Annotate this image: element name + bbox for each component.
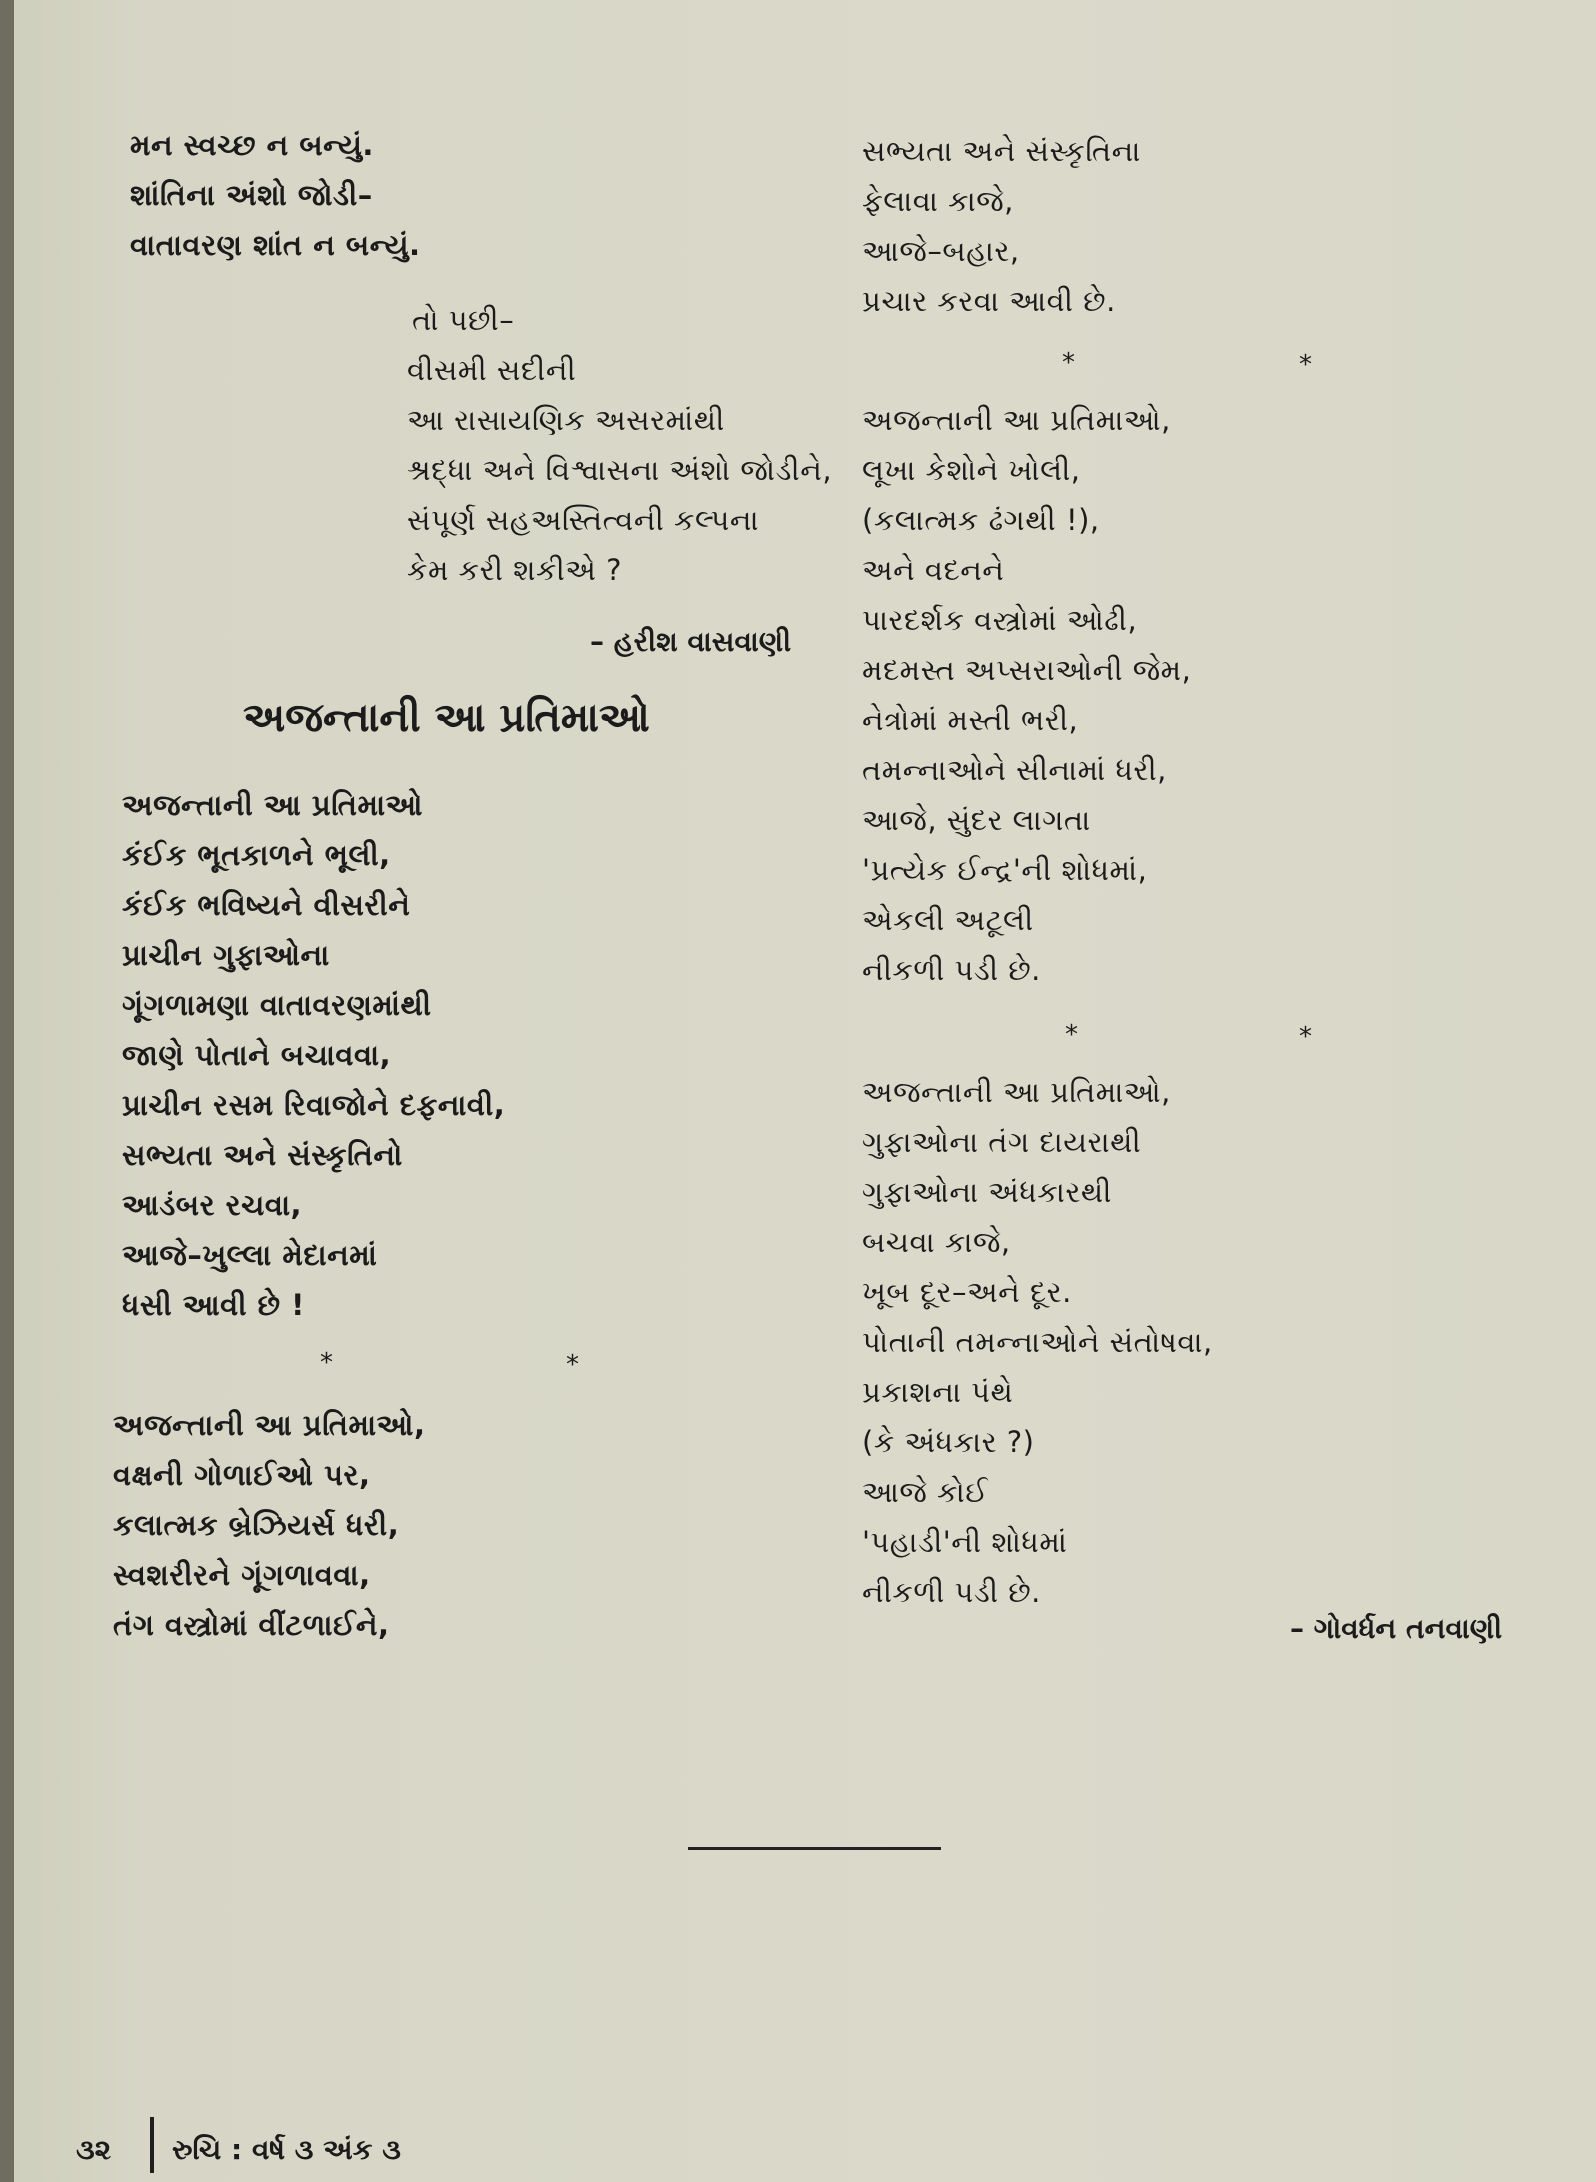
left-indented-line: આ રાસાયણિક અસરમાંથી xyxy=(407,403,725,437)
left-indented-line: તો પછી– xyxy=(412,303,515,337)
right-stanza-two-line: (કલાત્મક ઢંગથી !), xyxy=(862,503,1100,537)
left-stanza-two-line: તંગ વસ્ત્રોમાં વીંટળાઈને, xyxy=(113,1608,390,1642)
separator-asterisk: * xyxy=(1065,1020,1078,1050)
right-stanza-three-line: પ્રકાશના પંથે xyxy=(862,1375,1014,1409)
left-stanza-two-line: કલાત્મક બ્રેઝિયર્સ ધરી, xyxy=(113,1508,400,1542)
right-stanza-one-line: ફેલાવા કાજે, xyxy=(862,184,1014,218)
right-stanza-three-line: બચવા કાજે, xyxy=(862,1225,1011,1259)
left-indented-line: શ્રદ્ધા અને વિશ્વાસના અંશો જોડીને, xyxy=(407,453,833,487)
left-opening-line: મન સ્વચ્છ ન બન્યું. xyxy=(130,128,374,162)
page-edge-shadow xyxy=(0,0,14,2182)
left-stanza-two-line: અજન્તાની આ પ્રતિમાઓ, xyxy=(113,1408,426,1442)
left-stanza-one-line: સભ્યતા અને સંસ્કૃતિનો xyxy=(122,1138,403,1172)
left-indented-line: સંપૂર્ણ સહઅસ્તિત્વની કલ્પના xyxy=(407,503,760,537)
left-stanza-two-line: સ્વશરીરને ગૂંગળાવવા, xyxy=(113,1558,371,1592)
second-poem-credit: – ગોવર્ધન તનવાણી xyxy=(1290,1612,1503,1645)
right-stanza-three-line: (કે અંધકાર ?) xyxy=(862,1425,1035,1459)
right-stanza-three-line: ગુફાઓના તંગ દાયરાથી xyxy=(862,1125,1142,1159)
separator-asterisk: * xyxy=(320,1348,333,1378)
right-stanza-two-line: મદમસ્ત અપ્સરાઓની જેમ, xyxy=(862,653,1192,687)
left-stanza-one-line: કંઈક ભૂતકાળને ભૂલી, xyxy=(122,838,391,872)
left-stanza-one-line: પ્રાચીન રસમ રિવાજોને દફનાવી, xyxy=(122,1088,506,1122)
right-stanza-one-line: આજે–બહાર, xyxy=(862,234,1020,268)
first-poem-credit: – હરીશ વાસવાણી xyxy=(590,625,792,658)
right-stanza-two-line: એકલી અટૂલી xyxy=(862,903,1034,937)
left-indented-line: વીસમી સદીની xyxy=(407,353,577,387)
right-stanza-three-line: આજે કોઈ xyxy=(862,1475,989,1509)
right-stanza-one-line: સભ્યતા અને સંસ્કૃતિના xyxy=(862,134,1141,168)
left-stanza-one-line: ધસી આવી છે ! xyxy=(122,1288,305,1322)
section-divider xyxy=(688,1847,941,1850)
right-stanza-one-line: પ્રચાર કરવા આવી છે. xyxy=(862,284,1116,318)
separator-asterisk: * xyxy=(1299,1022,1312,1052)
left-stanza-one-line: પ્રાચીન ગુફાઓના xyxy=(122,938,330,972)
left-opening-line: વાતાવરણ શાંત ન બન્યું. xyxy=(130,228,421,262)
left-stanza-one-line: આડંબર રચવા, xyxy=(122,1188,303,1222)
right-stanza-two-line: અજન્તાની આ પ્રતિમાઓ, xyxy=(862,403,1171,437)
right-stanza-two-line: નેત્રોમાં મસ્તી ભરી, xyxy=(862,703,1079,737)
left-stanza-one-line: અજન્તાની આ પ્રતિમાઓ xyxy=(122,788,423,822)
separator-asterisk: * xyxy=(1062,348,1075,378)
left-stanza-one-line: જાણે પોતાને બચાવવા, xyxy=(122,1038,392,1072)
right-stanza-two-line: તમન્નાઓને સીનામાં ધરી, xyxy=(862,753,1167,787)
left-stanza-one-line: ગૂંગળામણા વાતાવરણમાંથી xyxy=(122,988,432,1022)
page-number: ૩૨ xyxy=(76,2133,112,2166)
poem-title: અજન્તાની આ પ્રતિમાઓ xyxy=(243,695,650,741)
right-stanza-two-line: લૂખા કેશોને ખોલી, xyxy=(862,453,1081,487)
right-stanza-three-line: નીકળી પડી છે. xyxy=(862,1575,1041,1609)
separator-asterisk: * xyxy=(566,1350,579,1380)
left-stanza-one-line: આજે–ખુલ્લા મેદાનમાં xyxy=(122,1238,378,1272)
right-stanza-three-line: 'પહાડી'ની શોધમાં xyxy=(862,1525,1068,1559)
right-stanza-two-line: પારદર્શક વસ્ત્રોમાં ઓઢી, xyxy=(862,603,1138,637)
right-stanza-three-line: પોતાની તમન્નાઓને સંતોષવા, xyxy=(862,1325,1213,1359)
separator-asterisk: * xyxy=(1299,350,1312,380)
left-stanza-one-line: કંઈક ભવિષ્યને વીસરીને xyxy=(122,888,411,922)
right-stanza-three-line: ખૂબ દૂર–અને દૂર. xyxy=(862,1275,1072,1309)
right-stanza-three-line: ગુફાઓના અંધકારથી xyxy=(862,1175,1112,1209)
left-opening-line: શાંતિના અંશો જોડી– xyxy=(130,178,373,212)
right-stanza-three-line: અજન્તાની આ પ્રતિમાઓ, xyxy=(862,1075,1171,1109)
right-stanza-two-line: 'પ્રત્યેક ઈન્દ્ર'ની શોધમાં, xyxy=(862,853,1148,887)
left-stanza-two-line: વક્ષની ગોળાઈઓ પર, xyxy=(113,1458,371,1492)
right-stanza-two-line: અને વદનને xyxy=(862,553,1005,587)
right-stanza-two-line: આજે, સુંદર લાગતા xyxy=(862,803,1091,837)
journal-footer: રુચિ : વર્ષ ૩ અંક ૩ xyxy=(172,2133,401,2166)
right-stanza-two-line: નીકળી પડી છે. xyxy=(862,953,1041,987)
left-indented-line: કેમ કરી શકીએ ? xyxy=(407,553,622,587)
footer-divider xyxy=(150,2117,154,2173)
